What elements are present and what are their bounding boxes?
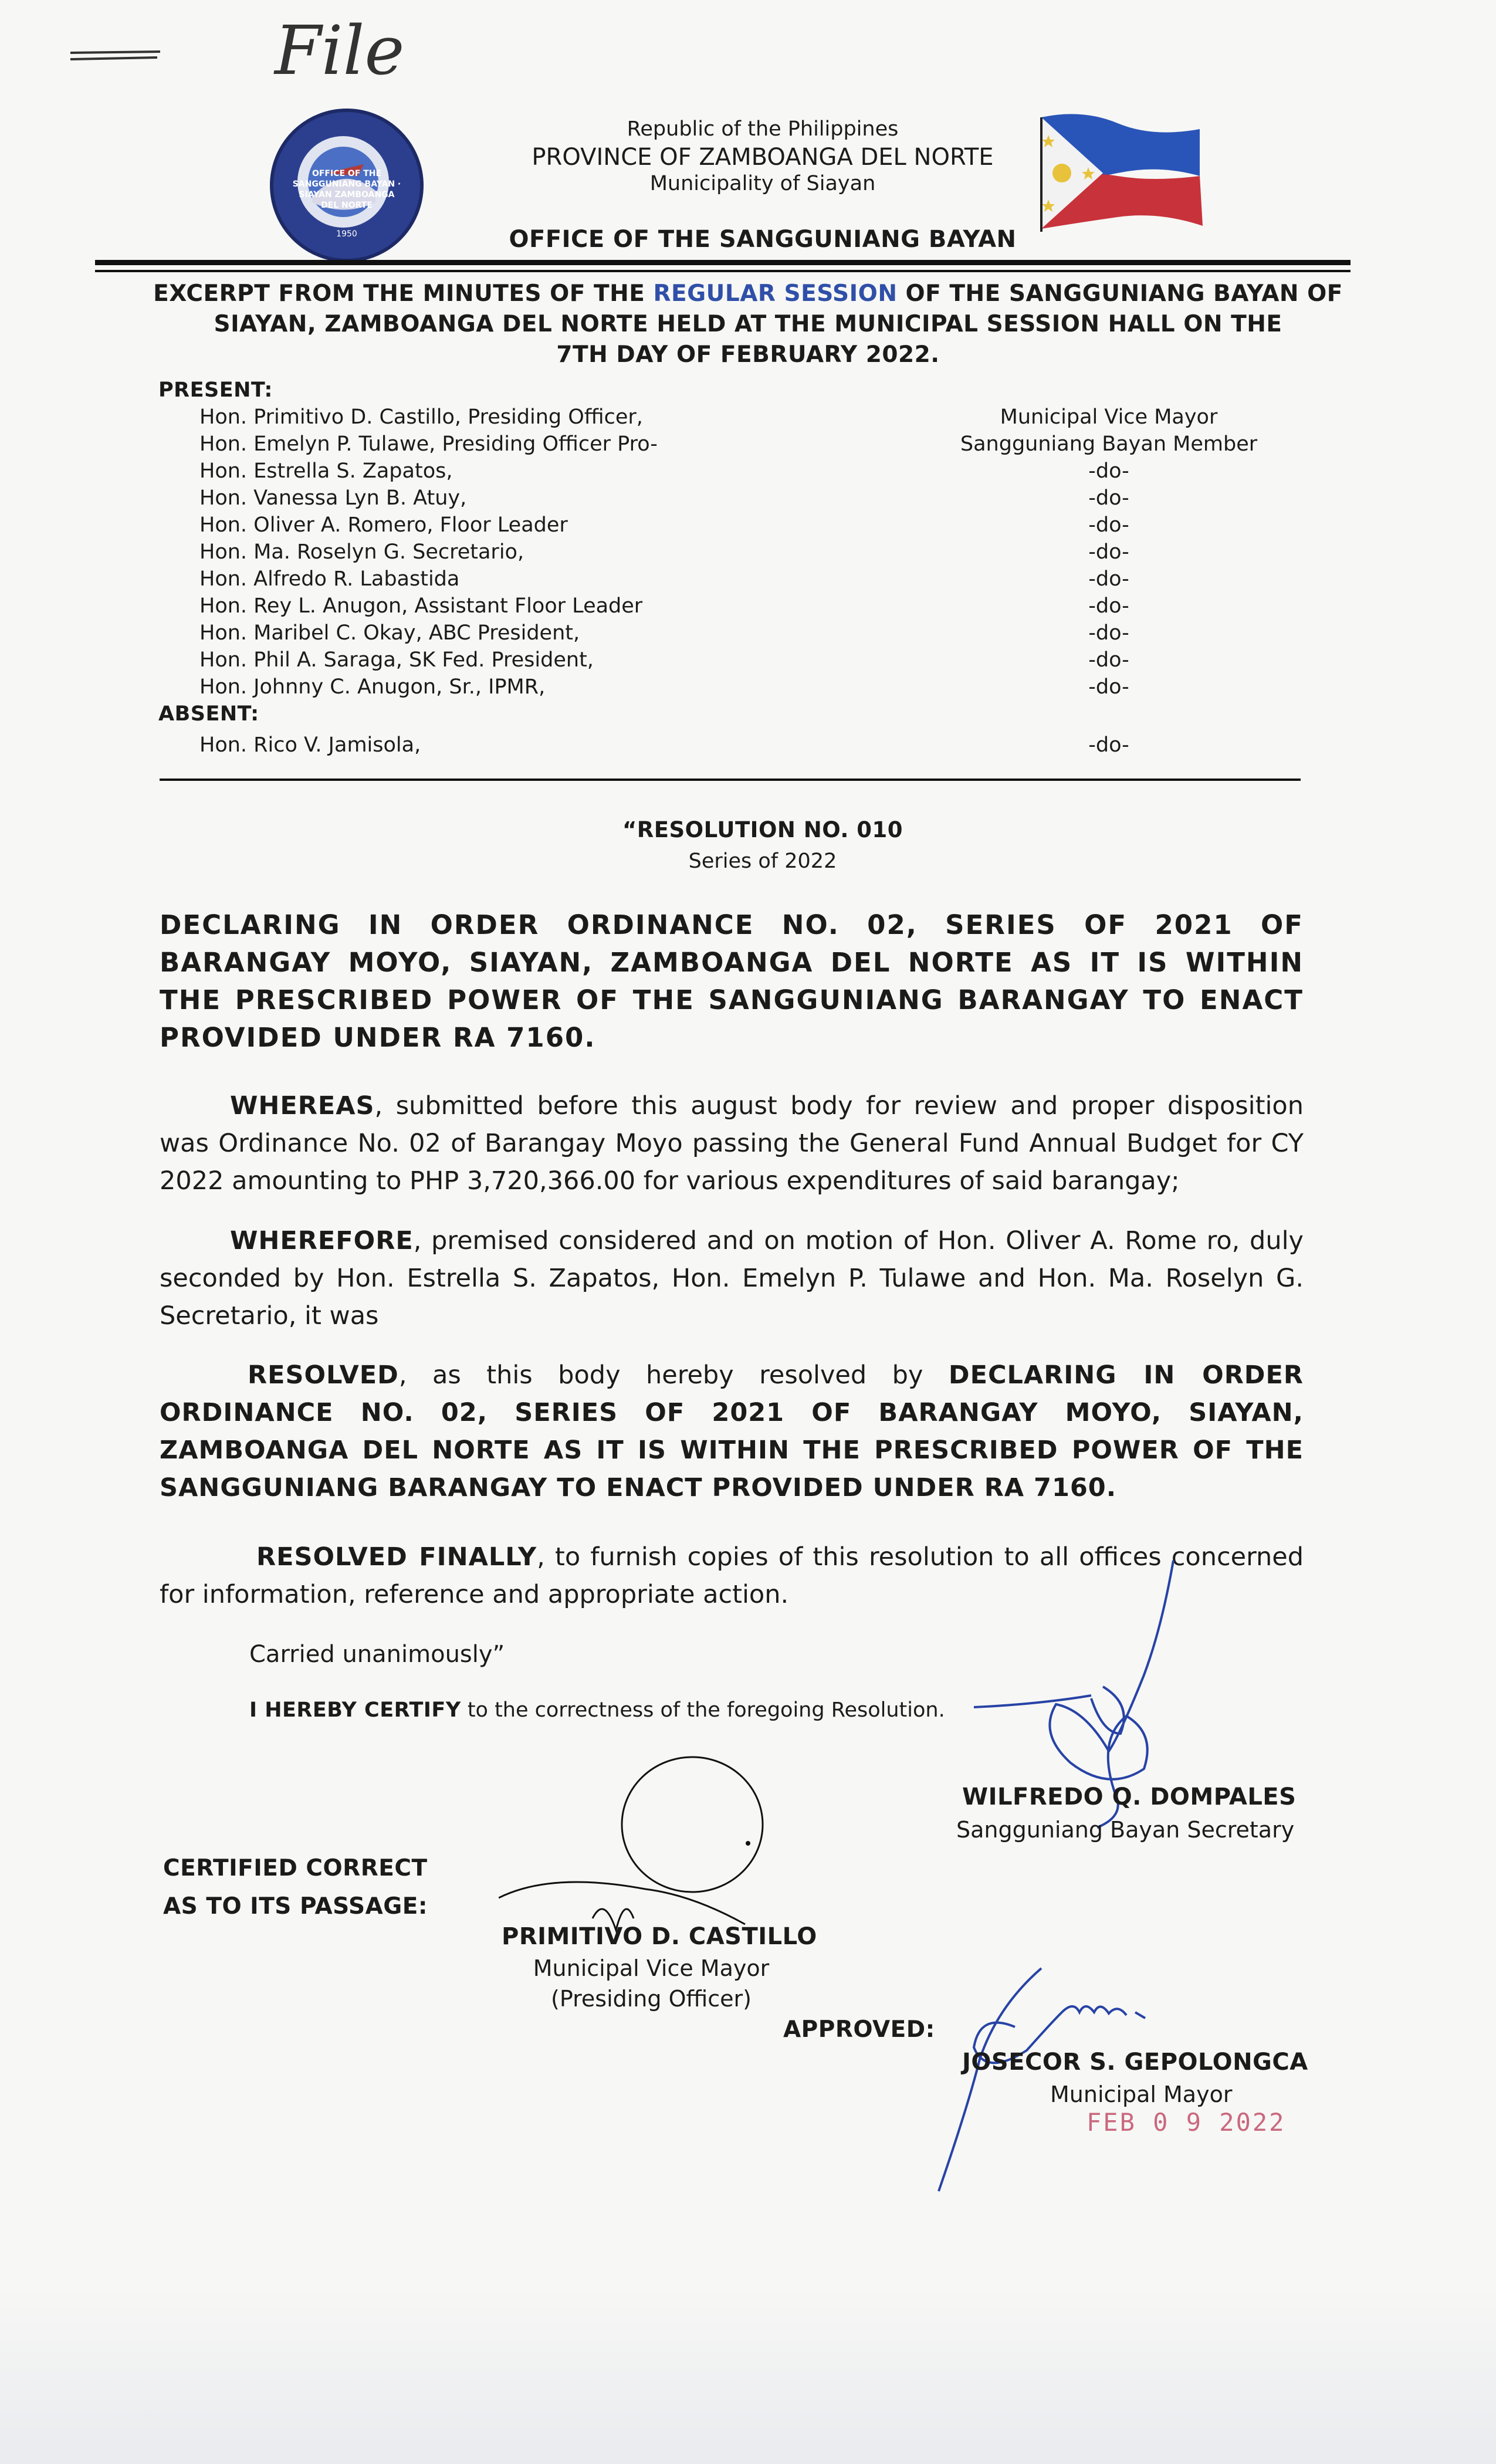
attendance-rule xyxy=(160,779,1301,781)
attendee-row: Hon. Ma. Roselyn G. Secretario, -do- xyxy=(199,540,1129,564)
attendee-row: Hon. Phil A. Saraga, SK Fed. President, -do- xyxy=(199,648,1129,672)
resolved-finally-paragraph: RESOLVED FINALLY, to furnish copies of this resolution to all offices concerned for information, reference and appropriate action. xyxy=(160,1542,1304,1609)
carried-unanimously: Carried unanimously” xyxy=(249,1641,505,1668)
excerpt-line-1: EXCERPT FROM THE MINUTES OF THE REGULAR SESSION OF THE SANGGUNIANG BAYAN OF xyxy=(153,280,1343,307)
excerpt-line-2: SIAYAN, ZAMBOANGA DEL NORTE HELD AT THE MUNICIPAL SESSION HALL ON THE xyxy=(214,311,1282,337)
attendee-row: Hon. Johnny C. Anugon, Sr., IPMR, -do- xyxy=(199,675,1129,699)
page-bottom-shadow xyxy=(0,2288,1496,2464)
received-date-stamp: FEB 0 9 2022 xyxy=(1087,2108,1286,2137)
attendee-row: Hon. Alfredo R. Labastida -do- xyxy=(199,567,1129,591)
mayor-name: JOSECOR S. GEPOLONGCA xyxy=(962,2049,1308,2076)
vice-mayor-name: PRIMITIVO D. CASTILLO xyxy=(502,1923,817,1950)
header-rule-thin xyxy=(95,270,1351,272)
certify-statement: I HEREBY CERTIFY to the correctness of the foregoing Resolution. xyxy=(249,1698,945,1722)
absent-label: ABSENT: xyxy=(158,702,259,726)
regular-session-link: REGULAR SESSION xyxy=(653,280,898,307)
mayor-title: Municipal Mayor xyxy=(1050,2081,1233,2107)
attendee-row: Hon. Oliver A. Romero, Floor Leader -do- xyxy=(199,513,1129,537)
header-rule-thick xyxy=(95,260,1351,265)
vice-mayor-signature xyxy=(499,1754,851,1948)
office-title: OFFICE OF THE SANGGUNIANG BAYAN xyxy=(509,226,1017,253)
attendee-row: Hon. Rico V. Jamisola, -do- xyxy=(199,733,1129,757)
seal-year: 1950 xyxy=(336,229,357,239)
resolution-number: “RESOLUTION NO. 010 xyxy=(622,817,903,842)
secretary-title: Sangguniang Bayan Secretary xyxy=(956,1817,1295,1843)
republic-line: Republic of the Philippines xyxy=(627,117,899,141)
sangguniang-bayan-seal xyxy=(270,109,424,262)
mayor-signature xyxy=(927,1959,1220,2194)
philippine-flag-icon xyxy=(1030,111,1206,235)
present-label: PRESENT: xyxy=(158,378,273,402)
wherefore-paragraph: WHEREFORE, premised considered and on motion of Hon. Oliver A. Rome ro, duly seconded by Hon. Estrella S. Zapatos, Hon. Emelyn P. Tulawe and Hon. Ma. Roselyn G. Secretario, it was xyxy=(160,1226,1304,1331)
margin-mark xyxy=(69,49,163,62)
attendee-row: Hon. Primitivo D. Castillo, Presiding Officer, Municipal Vice Mayor xyxy=(199,405,1218,429)
municipality-line: Municipality of Siayan xyxy=(649,172,876,195)
resolved-paragraph: RESOLVED, as this body hereby resolved by DECLARING IN ORDER ORDINANCE NO. 02, SERIES OF 2021 OF BARANGAY MOYO, SIAYAN, ZAMBOANGA DEL NORTE AS IT IS WITHIN THE PRESCRIBED POWER OF THE SANGGUNIANG BARANGAY TO ENACT PROVIDED UNDER RA 7160. xyxy=(160,1360,1304,1502)
province-line: PROVINCE OF ZAMBOANGA DEL NORTE xyxy=(532,144,994,171)
approved-label: APPROVED: xyxy=(783,2016,935,2043)
vice-mayor-title: Municipal Vice Mayor xyxy=(533,1955,770,1981)
excerpt-line-3: 7TH DAY OF FEBRUARY 2022. xyxy=(556,341,940,368)
whereas-paragraph: WHEREAS, submitted before this august body for review and proper disposition was Ordinance No. 02 of Barangay Moyo passing the General Fund Annual Budget for CY 2022 amounting to PHP 3,720,366.00 for various expenditures of said barangay; xyxy=(160,1091,1304,1196)
certified-correct-label: CERTIFIED CORRECT xyxy=(163,1855,428,1881)
vice-mayor-role: (Presiding Officer) xyxy=(551,1986,752,2012)
certified-passage-label: AS TO ITS PASSAGE: xyxy=(163,1893,428,1920)
attendee-row: Hon. Maribel C. Okay, ABC President, -do- xyxy=(199,621,1129,645)
secretary-name: WILFREDO Q. DOMPALES xyxy=(962,1783,1297,1810)
handwritten-file-note: File xyxy=(275,12,405,90)
attendee-row: Hon. Estrella S. Zapatos, -do- xyxy=(199,459,1129,483)
resolution-title: DECLARING IN ORDER ORDINANCE NO. 02, SERIES OF 2021 OF BARANGAY MOYO, SIAYAN, ZAMBOANGA DEL NORTE AS IT IS WITHIN THE PRESCRIBED POWER OF THE SANGGUNIANG BARANGAY TO ENACT PROVIDED UNDER RA 7160. xyxy=(160,909,1304,1053)
attendee-row: Hon. Rey L. Anugon, Assistant Floor Leader -do- xyxy=(199,594,1129,618)
seal-text: OFFICE OF THE SANGGUNIANG BAYAN · SIAYAN ZAMBOANGA DEL NORTE xyxy=(292,169,401,210)
attendee-row: Hon. Emelyn P. Tulawe, Presiding Officer Pro- Sangguniang Bayan Member xyxy=(199,432,1258,456)
attendee-row: Hon. Vanessa Lyn B. Atuy, -do- xyxy=(199,486,1129,510)
resolution-series: Series of 2022 xyxy=(688,849,837,873)
